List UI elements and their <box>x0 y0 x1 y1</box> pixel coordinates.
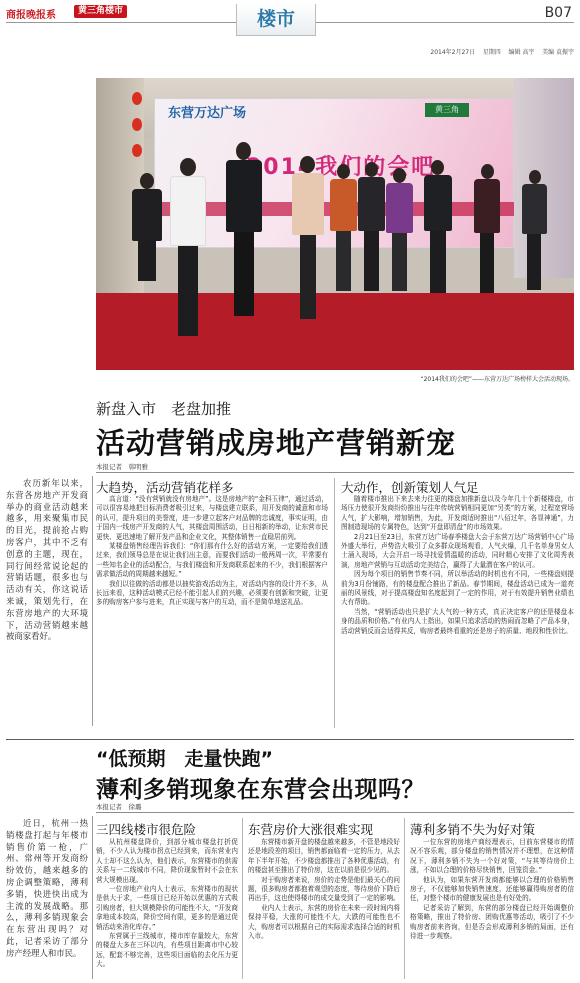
sidebar-top <box>6 478 88 643</box>
lantern-icon <box>132 92 142 105</box>
section-badge: 黄三角楼市 <box>74 5 127 18</box>
story1-headline: 活动营销成房地产营销新宠 <box>96 426 457 460</box>
photo-banner-tag: 黄三角 <box>425 103 469 117</box>
story1-byline: 本报记者 韩明雅 <box>96 463 148 471</box>
photo-red-carpet <box>96 293 574 370</box>
paragraph: 从杭州楼盘降价，到部分城市楼盘打折促销，不少人认为楼市拐点已经到来，而东营业内人士却不这么认为，他们表示，东营楼市的供需关系与一二线城市不同，降价现象暂时不会在东营大规模出现。 <box>96 838 238 884</box>
event-photo <box>96 78 574 370</box>
story1-col2-body <box>341 495 574 733</box>
column-divider <box>334 478 335 728</box>
column-divider <box>404 818 405 979</box>
page-number: B07 <box>544 5 572 21</box>
sidebar-divider <box>92 816 93 979</box>
paragraph: 一位房地产业内人士表示，东营楼市的现状是供大于求，一些项目已经开始以优惠的方式吸引购房者，但大规模降价的可能性不大，“开发商拿地成本较高，降价空间有限，更多的是通过促销活动来消化库存。” <box>96 885 238 931</box>
sidebar-bottom <box>6 818 88 960</box>
paragraph: 因为每个项目的销售节奏不同，所以举活动的时机也有不同，一些楼盘则提前为3月份铺路，有的楼盘配合推出了新品。春节期间，楼盘活动已成为一道亮丽的风景线，对于提高楼盘知名度起到了一定的作用，对于有效提升销售业绩也大有帮助。 <box>341 570 574 607</box>
paragraph: 某楼盘销售经理告诉我们：“你们那有什么好的活动方案，一定要给我们透过来，我们领导总是在说让我们出主意，而要我们活动一般两周一次，平常要有一些知名企业的活动配合，与我们楼盘和开发商联系起来的不少，我们根据客户需求做活动的周期越来越短。” <box>96 542 328 579</box>
paragraph: 当然，“营销活动也只是扩大人气的一种方式，真正决定客户的还是楼盘本身的品质和价格。”有业内人士指出，如果只追求活动的热闹而忽略了产品本身，活动营销反而会适得其反，购房者最终看重的还是房子的质量、地段和性价比。 <box>341 607 574 635</box>
story2-col2-subhead: 东营房价大涨很难实现 <box>248 822 374 837</box>
paragraph: 2月21日至23日，东营万达广场春季楼盘大会于东营万达广场营销中心广场外盛大举行，声势浩大吸引了众多群众现场观看，人气火爆，几千名单身男女人士涌入现场，大会开启一场寻找爱情温暖的活动，同时精心安排了文化周秀表演，房地产营销与互动活动完美结合，赢得了大量潜在客户的认可。 <box>341 532 574 569</box>
paragraph: 高言道：“没有营销就没有房地产”。这是房地产的“金科玉律”，通过活动，可以很容易地把目标消费者吸引过来，与楼盘建立联系，用开发商的诚意和市场的认可，提升项目的美誉度，进一步建立起客户对品牌的忠诚度，事实证明，由于国内一线房产开发商的人气，其楼盘周围活动，日日相新的举动，让东营市民更快、更迅速地了解开发产品和企业文化，其整体销售一直稳居前列。 <box>96 495 328 541</box>
story-separator <box>6 739 574 740</box>
paragraph: 一位东营的房地产商经理表示，目前东营楼市的情况不容乐观，部分楼盘的销售情况并不理想，在这种情况下，薄利多销不失为一个好对策，“与其等待房价上涨，不如以合理的价格尽快销售，回笼资金。” <box>410 838 574 875</box>
issue-meta <box>330 47 574 56</box>
story2-byline: 本报记者 徐璐 <box>96 803 142 811</box>
story1-col2-subhead: 大动作，创新策划人气足 <box>341 480 479 495</box>
story1-rule <box>96 472 574 473</box>
sidebar-bottom-text: 近日，杭州一热销楼盘打起与年楼市销售价第一枪，广州、常州等开发商纷纷效仿，越来越多的房企调整策略，薄利多销，快进快出成为主流的发展战略。那么，薄利多销现象会在东营出现吗？对此，记者采访了部分房产经理人和市民。 <box>6 818 88 958</box>
lantern-icon <box>132 118 142 131</box>
newspaper-logo: 商报晚报系 <box>6 10 56 21</box>
paragraph: 随着楼市推出下来去来力往更的楼盘加推新盘以及今年几十个新楼楼盘，市场压力使很开发商纷纷推出与往年传统营销相同更加“另类”的方案，过程宽营场人气，扩大影响，增加销售，为此，开发商适时推出“八佰过年，各显神通”，力图制造现场的专属特色，达到“开盘即清盘”的市场效果。 <box>341 495 574 532</box>
issue-date: 2014年2月27日 <box>430 49 476 56</box>
section-title: 楼市 <box>236 4 316 36</box>
story2-col1-subhead: 三四线楼市很危险 <box>96 822 197 837</box>
paragraph: 东营楼市新开盘的楼盘越来越多，不管是地段好还是地段差的项目，销售都面临着一定的压力，从去年下半年开始，不少楼盘都推出了各种优惠活动，有的楼盘甚至推出了特价房，这在以前是很少见的。 <box>248 838 400 875</box>
masthead <box>0 0 580 40</box>
story1-col1-body <box>96 495 328 733</box>
paragraph: 东营属于三线城市，楼市库存量较大，东营的楼盘大多在三环以内，有些项目距离市中心较远，配套不够完善，这些项目面临的去化压力更大。 <box>96 932 238 969</box>
sidebar-divider <box>92 476 93 726</box>
story1-kicker: 新盘入市 老盘加推 <box>96 400 232 418</box>
story2-headline: 薄利多销现象在东营会出现吗？ <box>96 777 425 803</box>
designer-credit: 美编 袁振宇 <box>542 49 574 56</box>
story2-col2-body <box>248 838 400 979</box>
lantern-icon <box>132 144 142 157</box>
sidebar-top-text: 农历新年以来，东营各房地产开发商举办的商业活动越来越多，用来聚集市民的目光，提前抢占购房客户，其中不乏有创意的主题，现在，同行间经常说论起的营销话题，很多也与活动有关，你这说话来诚，策划先行，在东营房地产的大环境下，活动营销越来越被商家看好。 <box>6 478 88 642</box>
editor-credit: 编辑 高宇 <box>508 49 535 56</box>
story2-col3-body <box>410 838 574 979</box>
paragraph: 他认为，如果东营开发商都能够以合理的价格销售房子，不仅能够加快销售速度，还能够赢得购房者的信任，对整个楼市的健康发展也是有好处的。 <box>410 875 574 903</box>
paragraph: 对于购房者来说，房价的走势是他们最关心的问题，很多购房者都抱着观望的态度，等待房价下降后再出手，这也使得楼市的成交量受到了一定的影响。 <box>248 875 400 903</box>
photo-caption: “2014我们的会吧”——东营万达广场榜样大会活动现场。 <box>420 376 574 383</box>
paragraph: 我们以往做的活动都是以抽奖游戏活动为主，对活动内容的设计并不多，从长远来看，这种活动模式已经不能引起人们的兴趣，必须要有创新和突破，让更多的购房客户参与进来，真正实现与客户的互动，而不是简单地送礼品。 <box>96 579 328 607</box>
story2-kicker: “低预期 走量快跑” <box>96 748 273 770</box>
paragraph: 记者采访了解到，东营的部分楼盘已经开始调整价格策略，推出了特价房、团购优惠等活动，吸引了不少购房者前来咨询，但是否会形成薄利多销的局面，还有待进一步观察。 <box>410 903 574 941</box>
photo-building <box>514 78 574 278</box>
column-divider <box>242 818 243 979</box>
story2-col1-body <box>96 838 238 979</box>
issue-weekday: 星期四 <box>482 49 501 56</box>
story2-col3-subhead: 薄利多销不失为好对策 <box>410 822 536 837</box>
paragraph: 业内人士表示，东营的房价在未来一段时间内将保持平稳，大涨的可能性不大，大跌的可能性也不大，购房者可以根据自己的实际需求选择合适的时机入市。 <box>248 903 400 941</box>
photo-brand-text: 东营万达广场 <box>168 106 247 121</box>
story2-rule <box>96 812 574 813</box>
story1-col1-subhead: 大趋势，活动营销花样多 <box>96 480 234 495</box>
